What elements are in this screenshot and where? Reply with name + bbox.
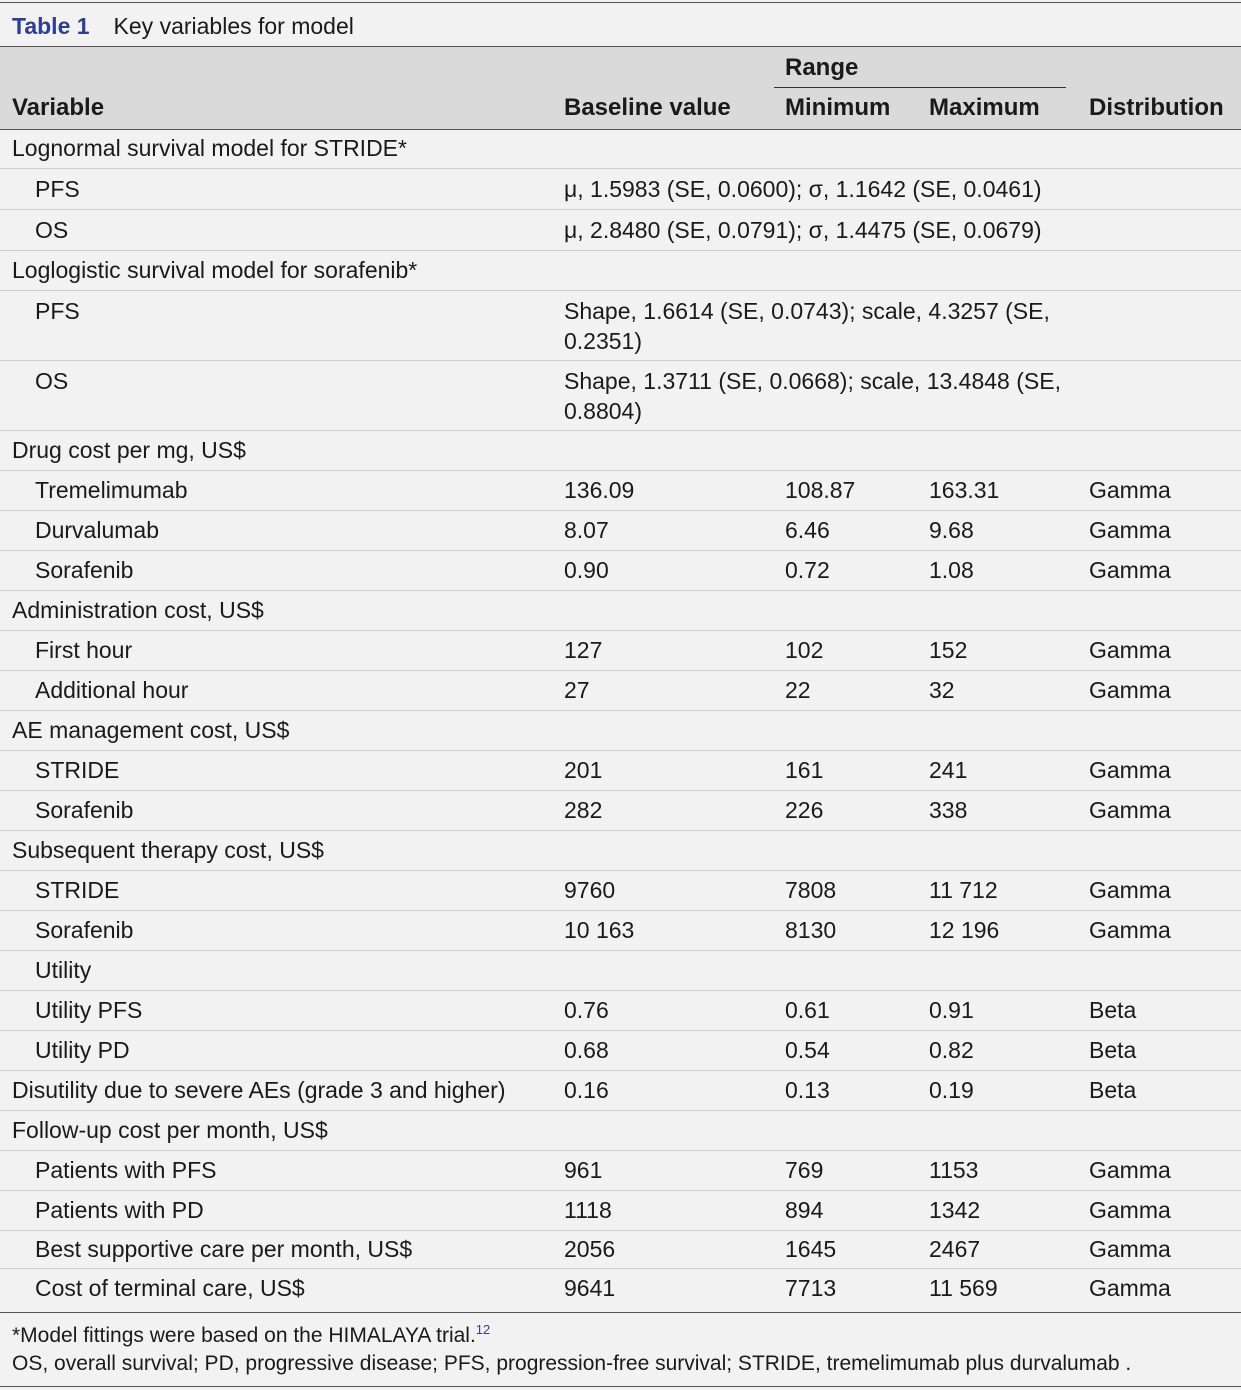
cell-baseline: 282 (564, 797, 603, 823)
table-row (0, 911, 1241, 951)
table-row (0, 1111, 1241, 1151)
table-title: Key variables for model (113, 13, 354, 39)
footnote-text: *Model fittings were based on the HIMALAYA trial. (12, 1324, 476, 1347)
cell-minimum: 108.87 (785, 477, 856, 503)
cell-minimum: 769 (785, 1157, 824, 1183)
cell-variable: Subsequent therapy cost, US$ (12, 837, 324, 863)
cell-minimum: 0.61 (785, 997, 830, 1023)
cell-variable: Durvalumab (35, 517, 159, 543)
table-header (0, 46, 1241, 130)
cell-maximum: 152 (929, 637, 968, 663)
table-row (0, 671, 1241, 711)
cell-variable: Loglogistic survival model for sorafenib* (12, 257, 418, 283)
table-row (0, 1269, 1241, 1308)
cell-baseline: 2056 (564, 1236, 616, 1262)
cell-variable: Sorafenib (35, 917, 134, 943)
cell-baseline: 0.68 (564, 1037, 609, 1063)
cell-baseline: 27 (564, 677, 590, 703)
table-row (0, 1231, 1241, 1269)
cell-variable: Utility PD (35, 1037, 130, 1063)
cell-baseline: 0.16 (564, 1077, 609, 1103)
table-row (0, 791, 1241, 831)
table-row (0, 471, 1241, 511)
cell-minimum: 0.13 (785, 1077, 830, 1103)
cell-baseline: 1118 (564, 1197, 612, 1223)
cell-variable: Patients with PFS (35, 1157, 217, 1183)
table-row (0, 711, 1241, 751)
cell-variable: Cost of terminal care, US$ (35, 1275, 305, 1301)
cell-baseline: 9641 (564, 1275, 616, 1301)
cell-distribution: Gamma (1089, 757, 1171, 783)
cell-variable: Tremelimumab (35, 477, 188, 503)
footnote-abbreviations: OS, overall survival; PD, progressive disease; PFS, progression-free survival; STRIDE, tremelimumab plus durvalumab . (12, 1352, 1132, 1375)
cell-maximum: 338 (929, 797, 968, 823)
cell-variable: AE management cost, US$ (12, 717, 290, 743)
table-row (0, 951, 1241, 991)
cell-variable: Disutility due to severe AEs (grade 3 and higher) (12, 1077, 506, 1103)
header-variable: Variable (12, 94, 105, 121)
top-rule (0, 2, 1241, 3)
cell-minimum: 22 (785, 677, 811, 703)
table-row (0, 291, 1241, 361)
cell-minimum: 226 (785, 797, 824, 823)
header-minimum: Minimum (785, 94, 891, 121)
cell-baseline-model: μ, 1.5983 (SE, 0.0600); σ, 1.1642 (SE, 0.0461) (564, 176, 1042, 202)
cell-maximum: 163.31 (929, 477, 1000, 503)
cell-distribution: Gamma (1089, 477, 1171, 503)
cell-distribution: Gamma (1089, 517, 1171, 543)
cell-distribution: Beta (1089, 1037, 1137, 1063)
cell-variable: Best supportive care per month, US$ (35, 1236, 413, 1262)
cell-variable: Follow-up cost per month, US$ (12, 1117, 328, 1143)
footnote-model-fitting (12, 1322, 490, 1350)
table-row (0, 831, 1241, 871)
cell-distribution: Gamma (1089, 877, 1171, 903)
cell-variable: Patients with PD (35, 1197, 204, 1223)
table-row (0, 169, 1241, 210)
cell-baseline-model: Shape, 1.3711 (SE, 0.0668); scale, 13.4848 (SE, 0.8804) (564, 368, 1061, 424)
cell-maximum: 12 196 (929, 917, 1000, 943)
cell-baseline: 127 (564, 637, 603, 663)
cell-variable: Drug cost per mg, US$ (12, 437, 246, 463)
cell-distribution: Gamma (1089, 1236, 1171, 1262)
cell-maximum: 1342 (929, 1197, 981, 1223)
cell-baseline: 961 (564, 1157, 603, 1183)
cell-baseline: 9760 (564, 877, 616, 903)
cell-baseline: 136.09 (564, 477, 635, 503)
cell-variable: Additional hour (35, 677, 189, 703)
cell-baseline: 8.07 (564, 517, 609, 543)
footnote-reference: 12 (475, 1322, 491, 1337)
cell-minimum: 6.46 (785, 517, 830, 543)
cell-variable: Sorafenib (35, 557, 134, 583)
header-range: Range (785, 54, 859, 81)
cell-minimum: 1645 (785, 1236, 837, 1262)
cell-distribution: Gamma (1089, 557, 1171, 583)
table-row (0, 751, 1241, 791)
table-row (0, 1071, 1241, 1111)
table-row (0, 631, 1241, 671)
cell-distribution: Gamma (1089, 917, 1171, 943)
cell-distribution: Beta (1089, 997, 1137, 1023)
cell-distribution: Gamma (1089, 637, 1171, 663)
bottom-rule (0, 1312, 1241, 1313)
cell-variable: PFS (35, 176, 80, 202)
table-row (0, 1191, 1241, 1231)
cell-maximum: 0.19 (929, 1077, 974, 1103)
cell-variable: PFS (35, 298, 80, 324)
cell-maximum: 0.91 (929, 997, 974, 1023)
cell-minimum: 161 (785, 757, 824, 783)
cell-distribution: Gamma (1089, 797, 1171, 823)
cell-variable: First hour (35, 637, 133, 663)
table-row (0, 871, 1241, 911)
cell-minimum: 7713 (785, 1275, 837, 1301)
range-underline (774, 87, 1066, 88)
cell-maximum: 11 712 (929, 877, 998, 903)
end-rule (0, 1386, 1241, 1387)
table-row (0, 431, 1241, 471)
table-row (0, 361, 1241, 431)
cell-maximum: 32 (929, 677, 955, 703)
cell-variable: Utility PFS (35, 997, 143, 1023)
cell-baseline: 10 163 (564, 917, 635, 943)
cell-distribution: Gamma (1089, 677, 1171, 703)
cell-variable: Administration cost, US$ (12, 597, 264, 623)
cell-distribution: Beta (1089, 1077, 1137, 1103)
cell-distribution: Gamma (1089, 1157, 1171, 1183)
header-maximum: Maximum (929, 94, 1040, 121)
cell-variable: Utility (35, 957, 92, 983)
cell-maximum: 241 (929, 757, 968, 783)
table-row (0, 1031, 1241, 1071)
table-row (0, 210, 1241, 251)
cell-maximum: 1.08 (929, 557, 974, 583)
table-row (0, 551, 1241, 591)
cell-maximum: 11 569 (929, 1275, 998, 1301)
cell-minimum: 894 (785, 1197, 824, 1223)
cell-maximum: 2467 (929, 1236, 981, 1262)
table-row (0, 591, 1241, 631)
header-baseline: Baseline value (564, 94, 731, 121)
cell-minimum: 0.54 (785, 1037, 830, 1063)
cell-variable: Sorafenib (35, 797, 134, 823)
table-caption (12, 12, 354, 40)
cell-minimum: 8130 (785, 917, 837, 943)
cell-baseline-model: μ, 2.8480 (SE, 0.0791); σ, 1.4475 (SE, 0.0679) (564, 217, 1042, 243)
cell-distribution: Gamma (1089, 1275, 1171, 1301)
cell-baseline: 0.76 (564, 997, 609, 1023)
cell-minimum: 0.72 (785, 557, 830, 583)
cell-variable: Lognormal survival model for STRIDE* (12, 135, 407, 161)
cell-variable: OS (35, 368, 69, 394)
cell-baseline: 201 (564, 757, 603, 783)
cell-variable: STRIDE (35, 757, 120, 783)
cell-maximum: 9.68 (929, 517, 974, 543)
cell-maximum: 0.82 (929, 1037, 974, 1063)
table-row (0, 991, 1241, 1031)
cell-variable: STRIDE (35, 877, 120, 903)
table-label: Table 1 (12, 13, 90, 39)
table-row (0, 129, 1241, 169)
table-body (0, 129, 1241, 1308)
table-row (0, 251, 1241, 291)
cell-variable: OS (35, 217, 69, 243)
cell-maximum: 1153 (929, 1157, 979, 1183)
table-row (0, 511, 1241, 551)
cell-minimum: 102 (785, 637, 824, 663)
cell-baseline: 0.90 (564, 557, 609, 583)
cell-minimum: 7808 (785, 877, 837, 903)
table-row (0, 1151, 1241, 1191)
cell-distribution: Gamma (1089, 1197, 1171, 1223)
cell-baseline-model: Shape, 1.6614 (SE, 0.0743); scale, 4.3257 (SE, 0.2351) (564, 298, 1050, 354)
header-distribution: Distribution (1089, 94, 1224, 121)
